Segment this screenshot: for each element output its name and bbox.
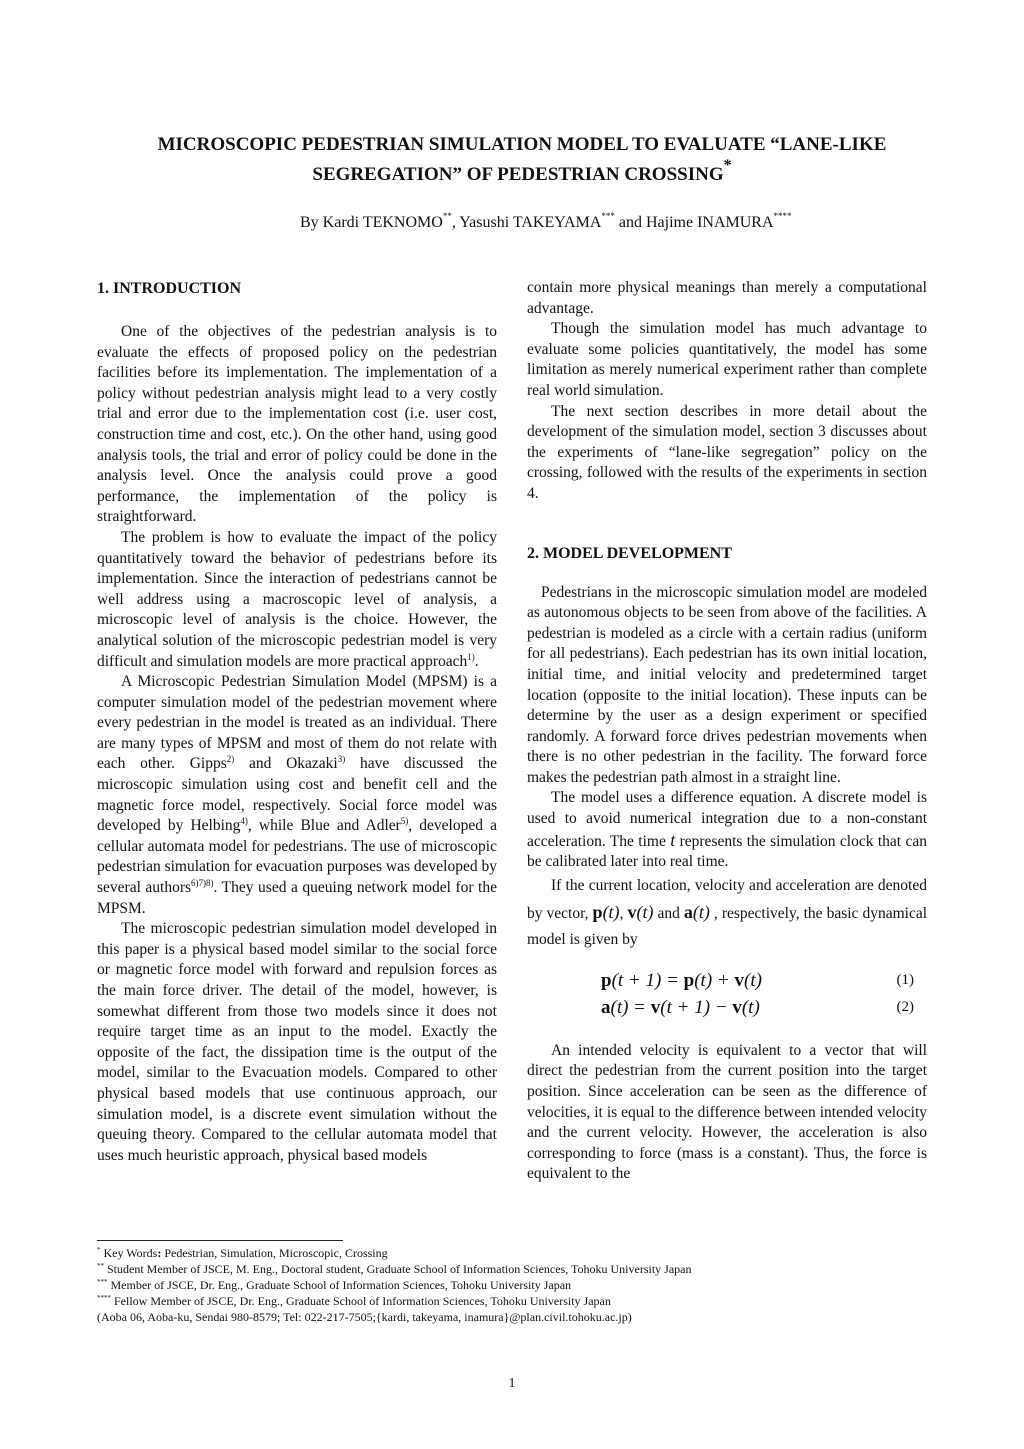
equation-block [527,967,927,1021]
intro-paragraph-2-end: . [474,652,479,670]
intro-paragraph-3-text-b: and Okazaki [234,755,338,773]
section-heading-model-development: 2. MODEL DEVELOPMENT [527,544,732,562]
intro-paragraph-5: contain more physical meanings than merely a computational advantage. [527,279,927,317]
author-3-mark: **** [773,211,792,221]
model-paragraph-3-text-a: If the current location, velocity and acceleration are denoted by vector, [527,876,927,922]
equation-2-expression: a(t) = v(t + 1) − v(t) [601,996,760,1018]
intro-paragraph-3-text-e: , developed a cellular automata model for pedestrians. The use of microscopic pedestrian simulation for evacuation purposes was developed by several authors [97,817,497,897]
citation-ref: 6)7)8) [191,878,214,889]
author-1: By Kardi TEKNOMO [300,214,443,231]
intro-paragraph-2 [97,528,497,672]
model-paragraph-2-text-a: The model uses a difference equation. A discrete model is used to avoid numerical integration due to a non-constant acceleration. The time [527,789,927,850]
footnote-author-1: ** Student Member of JSCE, M. Eng., Doctoral student, Graduate School of Information Sciences, Tohoku University Japan [97,1262,692,1276]
intro-paragraph-1: One of the objectives of the pedestrian analysis is to evaluate the effects of proposed policy on the pedestrian facilities before its implementation. The implementation of a policy without pedestrian analysis might lead to a very costly trial and error due to the implementation cost (i.e. user cost, construction time and cost, etc.). On the other hand, using good analysis tools, the trial and error of policy could be done in the analysis level. Once the analysis could prove a good performance, the implementation of the policy is straightforward. [97,323,497,526]
model-paragraph-1: Pedestrians in the microscopic simulation model are modeled as autonomous objects to be seen from above of the facilities. A pedestrian is modeled as a circle with a certain radius (uniform for all pedestrians). Each pedestrian has its own initial location, initial time, and initial velocity and predetermined target location (opposite to the initial location). These inputs can be determine by the user as a design experiment or specified randomly. A forward force drives pedestrian movements when there is no other pedestrian in the facility. The forward force makes the pedestrian path almost in a straight line. [527,583,927,786]
footnote-address: (Aoba 06, Aoba-ku, Sendai 980-8579; Tel: 022-217-7505;{kardi, takeyama, inamura}@plan.civil.tohoku.ac.jp) [97,1310,632,1324]
equation-1 [527,967,927,994]
citation-ref: 4) [240,816,248,827]
intro-paragraph-3 [97,672,497,919]
model-paragraph-2-text-b: represents the simulation clock that can be calibrated later into real time. [527,832,927,871]
intro-paragraph-3-text-a: A Microscopic Pedestrian Simulation Model (MPSM) is a computer simulation model of the pedestrian movement where every pedestrian in the model is treated as an individual. There are many types of MPSM and most of them do not relate with each other. Gipps [97,673,497,773]
equation-1-expression: p(t + 1) = p(t) + v(t) [601,969,762,991]
paper-title [100,130,944,190]
model-paragraph-3: If the current location, velocity and acceleration are denoted by vector, p(t), v(t) and a(t) , respectively, the basic dynamical model is given by [527,876,928,948]
citation-ref: 1) [467,651,475,662]
intro-paragraph-3-text-d: , while Blue and Adler [247,817,401,835]
title-line-2: SEGREGATION” OF PEDESTRIAN CROSSING [312,164,724,185]
model-paragraph-3-text-b: , respectively, the basic dynamical model is given by [527,904,928,948]
model-paragraph-2 [527,788,927,872]
intro-paragraph-6: Though the simulation model has much advantage to evaluate some policies quantitatively, the model has some limitation as merely numerical experiment rather than complete real world simulation. [527,320,927,399]
right-column [527,278,927,1185]
title-footnote-mark: * [723,157,732,174]
footnote-author-2: *** Member of JSCE, Dr. Eng., Graduate School of Information Sciences, Tohoku University Japan [97,1278,572,1292]
author-2: , Yasushi TAKEYAMA [451,214,602,231]
intro-paragraph-4: The microscopic pedestrian simulation model developed in this paper is a physical based model similar to the social force or magnetic force model with forward and repulsion forces as the main force driver. The detail of the model, however, is somewhat different from those two models since it does not require target time as an input to the model. Exactly the opposite of the fact, the dissipation time is the output of the model, similar to the Evacuation models. Compared to other physical based models that use continuous approach, our simulation model, is a discrete event simulation without the queuing theory. Compared to the cellular automata model that uses much heuristic approach, physical based models [97,920,497,1164]
equation-2-number: (2) [896,998,914,1015]
equation-1-number: (1) [896,971,914,988]
citation-ref: 3) [337,754,346,765]
author-3: and Hajime INAMURA [614,214,774,231]
citation-ref: 2) [226,754,235,765]
title-line-1: MICROSCOPIC PEDESTRIAN SIMULATION MODEL TO EVALUATE “LANE-LIKE [157,134,887,155]
position-vector: p(t) [592,901,620,922]
velocity-vector: v(t) [627,901,654,922]
citation-ref: 5) [400,816,409,827]
intro-paragraph-3-text-c: have discussed the microscopic simulation using cost and benefit cell and the magnetic force model, respectively. Social force model was developed by Helbing [97,755,497,835]
equation-2 [527,994,927,1021]
intro-paragraph-7: The next section describes in more detail about the development of the simulation model, section 3 discusses about the experiments of “lane-like segregation” policy on the crossing, followed with the results of the experiments in section 4. [527,402,927,502]
footnote-divider [97,1240,343,1241]
page-number: 1 [508,1376,516,1391]
intro-paragraph-3-text-f: . They used a queuing network model for the MPSM. [97,879,497,917]
section-heading-introduction: 1. INTRODUCTION [97,280,242,297]
author-2-mark: *** [601,211,615,221]
author-line [300,210,920,236]
author-1-mark: ** [442,211,452,221]
footnotes [97,1245,937,1325]
footnote-keywords: * Key Words: Pedestrian, Simulation, Microscopic, Crossing [97,1246,388,1260]
intro-paragraph-2-text: The problem is how to evaluate the impact of the policy quantitatively toward the behavior of pedestrians before its implementation. Since the interaction of pedestrians cannot be well address using a macroscopic level of analysis, a microscopic level of analysis is the choice. However, the analytical solution of the microscopic pedestrian model is very difficult and simulation models are more practical approach [97,528,497,670]
model-paragraph-4: An intended velocity is equivalent to a vector that will direct the pedestrian from the current position into the target position. Since acceleration can be seen as the difference of velocities, it is equal to the difference between intended velocity and the current velocity. However, the acceleration is also corresponding to force (mass is a constant). Thus, the force is equivalent to the [527,1041,927,1183]
acceleration-vector: a(t) [683,901,710,922]
footnote-author-3: **** Fellow Member of JSCE, Dr. Eng., Graduate School of Information Sciences, Tohoku University Japan [97,1294,611,1308]
time-variable: t [670,829,676,850]
left-column [97,278,497,1166]
